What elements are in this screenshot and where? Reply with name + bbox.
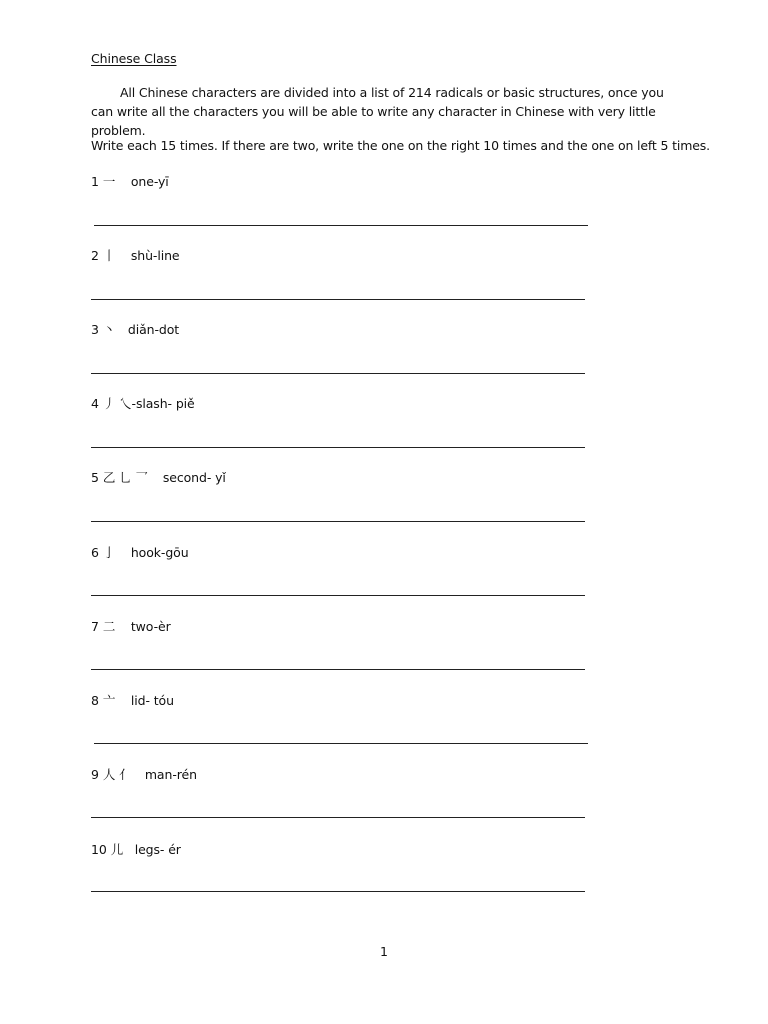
- radical-name: one-yī: [130, 174, 169, 189]
- writing-line[interactable]: [91, 817, 585, 818]
- radical-characters: 丨: [102, 248, 116, 263]
- radical-item-6: [91, 545, 189, 561]
- radical-number: 9: [91, 767, 99, 782]
- radical-number: 8: [91, 693, 99, 708]
- writing-line[interactable]: [91, 595, 585, 596]
- writing-line[interactable]: [94, 225, 588, 226]
- radical-characters: 丶: [102, 322, 116, 337]
- radical-number: 5: [91, 470, 99, 485]
- radical-name: hook-gōu: [130, 545, 189, 560]
- radical-number: 1: [91, 174, 99, 189]
- radical-name: lid- tóu: [130, 693, 174, 708]
- radical-name: legs- ér: [134, 842, 181, 857]
- radical-name: -slash- piě: [131, 396, 195, 411]
- radical-characters: 乙 乚 乛: [102, 470, 148, 485]
- radical-name: two-èr: [130, 619, 171, 634]
- radical-characters: 一: [102, 174, 116, 189]
- instruction-paragraph: Write each 15 times. If there are two, write the one on the right 10 times and the one on left 5 times.: [91, 138, 710, 153]
- writing-line[interactable]: [94, 743, 588, 744]
- radical-name: shù-line: [130, 248, 180, 263]
- radical-number: 7: [91, 619, 99, 634]
- radical-characters: 丿 乀: [102, 396, 132, 411]
- radical-characters: 儿: [110, 842, 124, 857]
- radical-item-5: [91, 470, 226, 486]
- radical-number: 4: [91, 396, 99, 411]
- radical-item-2: [91, 248, 180, 264]
- radical-item-1: [91, 174, 169, 190]
- writing-line[interactable]: [91, 669, 585, 670]
- intro-paragraph: All Chinese characters are divided into a list of 214 radicals or basic structures, once you can write all the characters you will be able to write any character in Chinese with very little problem.: [91, 85, 664, 138]
- radical-item-3: [91, 322, 179, 338]
- writing-line[interactable]: [91, 299, 585, 300]
- radical-name: diǎn-dot: [127, 322, 180, 337]
- radical-name: man-rén: [144, 767, 197, 782]
- radical-characters: 人 亻: [102, 767, 132, 782]
- writing-line[interactable]: [91, 521, 585, 522]
- radical-item-7: [91, 619, 171, 635]
- document-title: Chinese Class: [91, 51, 177, 66]
- radical-item-10: [91, 842, 181, 858]
- radical-characters: 二: [102, 619, 116, 634]
- radical-characters: 亠: [102, 693, 116, 708]
- writing-line[interactable]: [91, 447, 585, 448]
- radical-number: 10: [91, 842, 107, 857]
- radical-name: second- yǐ: [162, 470, 226, 485]
- writing-line[interactable]: [91, 891, 585, 892]
- page-number: 1: [380, 944, 388, 959]
- radical-number: 2: [91, 248, 99, 263]
- radical-item-4: [91, 396, 195, 412]
- writing-line[interactable]: [91, 373, 585, 374]
- radical-item-8: [91, 693, 174, 709]
- radical-number: 3: [91, 322, 99, 337]
- radical-item-9: [91, 767, 197, 783]
- radical-number: 6: [91, 545, 99, 560]
- radical-characters: 亅: [102, 545, 116, 560]
